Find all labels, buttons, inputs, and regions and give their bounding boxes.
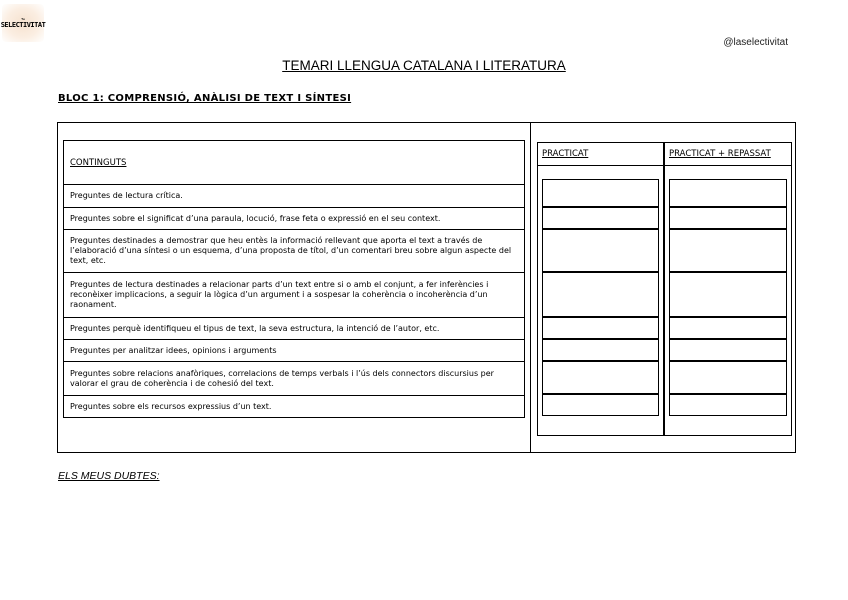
column-divider xyxy=(530,123,531,452)
row-text: Preguntes sobre els recursos expressius d’un text. xyxy=(70,402,272,411)
table-row xyxy=(64,230,524,273)
row-text: Preguntes sobre relacions anafòriques, correlacions de temps verbals i l’ús dels connectors discursius per valorar el grau de coherència i de cohesió del text. xyxy=(70,368,494,388)
repassat-checkbox[interactable] xyxy=(669,361,787,394)
practicat-checkbox[interactable] xyxy=(542,229,659,272)
practicat-checkbox[interactable] xyxy=(542,179,659,207)
social-handle: @laselectivitat xyxy=(723,37,788,48)
table-row xyxy=(64,208,524,230)
continguts-header: CONTINGUTS xyxy=(70,157,127,168)
practicat-checkbox[interactable] xyxy=(542,339,659,361)
practicat-checkbox[interactable] xyxy=(542,272,659,317)
logo-text: SELECTIVITAT xyxy=(0,21,46,29)
logo-small-text: Tu xyxy=(21,17,25,21)
bloc-heading: BLOC 1: COMPRENSIÓ, ANÀLISI DE TEXT I SÍNTESI xyxy=(58,93,352,104)
row-text: Preguntes de lectura destinades a relacionar parts d’un text entre si o amb el conjunt, a fer inferències i reconèixer implicacions, a seguir la lògica d’un argument i a sospesar la coherència o incoherència d’un raonament. xyxy=(70,280,489,309)
table-row xyxy=(64,340,524,362)
repassat-checkbox[interactable] xyxy=(669,272,787,317)
continguts-header-row xyxy=(64,141,524,185)
repassat-checkbox[interactable] xyxy=(669,317,787,339)
practicat-checkbox[interactable] xyxy=(542,394,659,416)
table-row xyxy=(64,185,524,208)
practicat-checkbox[interactable] xyxy=(542,361,659,394)
repassat-checkbox[interactable] xyxy=(669,179,787,207)
page-title: TEMARI LLENGUA CATALANA I LITERATURA xyxy=(282,58,566,73)
row-text: Preguntes per analitzar idees, opinions i arguments xyxy=(70,345,277,355)
row-text: Preguntes destinades a demostrar que heu entès la informació rellevant que aporta el text a través de l’elaboració d’una síntesi o un esquema, d’una proposta de títol, d’un comentari breu sobre algun aspecte del text, etc. xyxy=(70,236,512,265)
row-text: Preguntes sobre el significat d’una paraula, locució, frase feta o expressió en el seu context. xyxy=(70,213,441,223)
continguts-table xyxy=(63,140,525,418)
practicat-header: PRACTICAT xyxy=(538,143,663,166)
table-row xyxy=(64,273,524,318)
repassat-checkbox[interactable] xyxy=(669,394,787,416)
table-row xyxy=(64,396,524,418)
repassat-checkbox[interactable] xyxy=(669,339,787,361)
row-text: Preguntes de lectura crítica. xyxy=(70,191,183,200)
repassat-checkbox[interactable] xyxy=(669,229,787,272)
table-row xyxy=(64,362,524,396)
practicat-checkbox[interactable] xyxy=(542,317,659,339)
dubtes-label: ELS MEUS DUBTES: xyxy=(58,470,160,482)
practicat-checkbox[interactable] xyxy=(542,207,659,229)
table-row xyxy=(64,318,524,340)
logo xyxy=(2,4,44,42)
repassat-header: PRACTICAT + REPASSAT xyxy=(665,143,791,166)
row-text: Preguntes perquè identifiqueu el tipus de text, la seva estructura, la intenció de l’autor, etc. xyxy=(70,323,440,333)
repassat-checkbox[interactable] xyxy=(669,207,787,229)
